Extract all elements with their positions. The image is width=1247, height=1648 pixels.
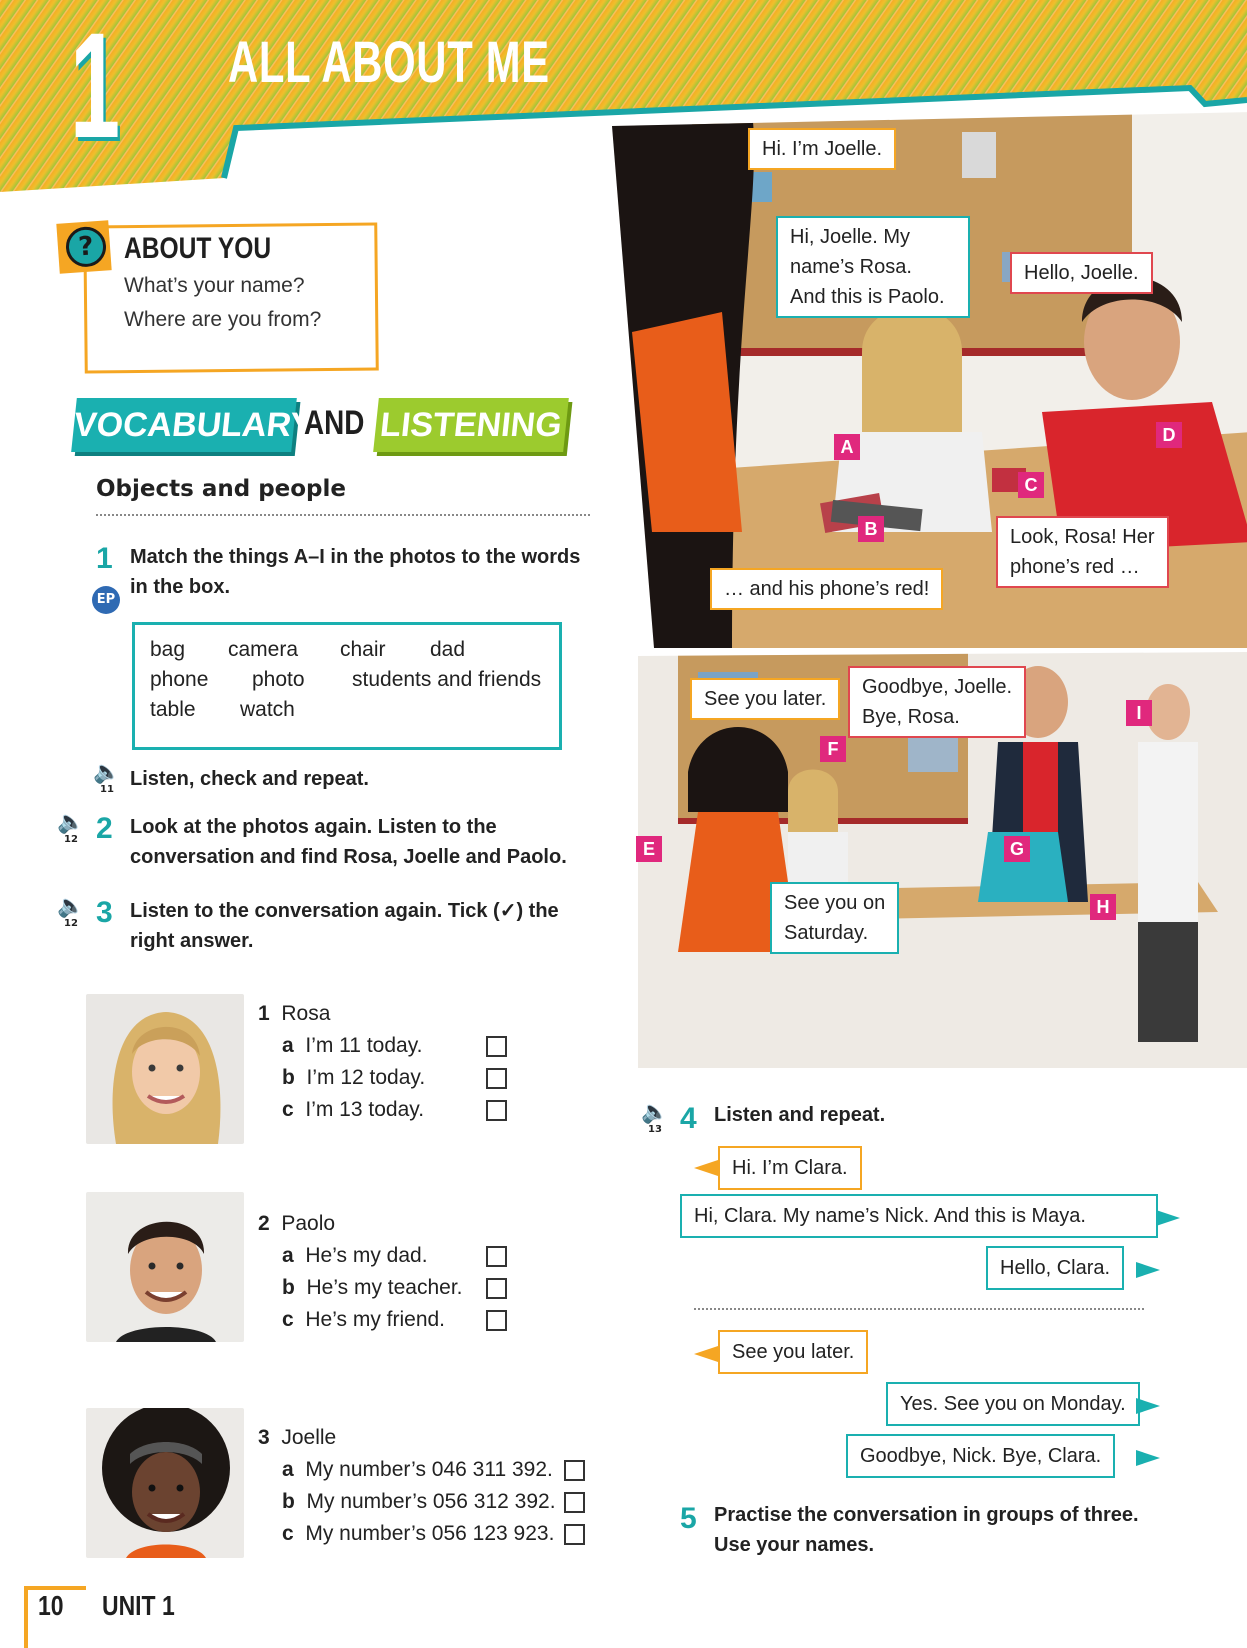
bubble-tail [1136,1262,1160,1278]
question-item: 2 Paolo [258,1212,336,1235]
audio-button[interactable] [640,1102,670,1135]
exercise-instruction: Practise the conversation in groups of three. [714,1504,1139,1526]
dialogue-line: Hello, Clara. [986,1246,1124,1290]
speech-bubble: Look, Rosa! Her phone’s red … [996,516,1169,588]
exercise-number: 2 [96,812,113,845]
speech-bubble: … and his phone’s red! [710,568,943,610]
exercise-instruction: Look at the photos again. Listen to the [130,816,497,838]
exercise-number: 5 [680,1502,697,1535]
exercise-number: 4 [680,1102,697,1135]
photo-marker: C [1018,472,1044,498]
word: bag [150,638,186,661]
bubble-tail [1156,1210,1180,1226]
photo-marker: I [1126,700,1152,726]
answer-checkbox[interactable] [564,1524,585,1545]
answer-checkbox[interactable] [486,1310,507,1331]
answer-checkbox[interactable] [486,1246,507,1267]
exercise-instruction: Listen, check and repeat. [130,768,369,790]
speech-bubble: See you later. [690,678,840,720]
word: camera [228,638,299,661]
answer-option: b I’m 12 today. [282,1066,426,1089]
unit-number: 1 [70,1,121,169]
speaker-icon: 🔈 [641,1100,669,1125]
answer-option: a He’s my dad. [282,1244,428,1267]
and-label: AND [304,404,365,442]
speech-bubble: Hi, Joelle. My name’s Rosa. And this is Paolo. [776,216,970,318]
word: students and friends [352,668,542,691]
exercise-instruction: Match the things A–I in the photos to the words [130,546,581,568]
rosa-portrait [86,994,244,1144]
word: watch [240,698,295,721]
dialogue-line: Hi. I’m Clara. [718,1146,862,1190]
word: dad [430,638,466,661]
exercise-instruction: conversation and find Rosa, Joelle and Paolo. [130,846,567,868]
dialogue-line: See you later. [718,1330,868,1374]
speaker-icon: 🔈 [57,894,85,919]
photo-marker: D [1156,422,1182,448]
answer-option: b He’s my teacher. [282,1276,463,1299]
exercise-instruction: right answer. [130,930,254,952]
answer-checkbox[interactable] [564,1492,585,1513]
answer-checkbox[interactable] [486,1100,507,1121]
ep-badge: EP [92,586,120,614]
vocabulary-banner: VOCABULARY [71,398,297,452]
speaker-icon: 🔈 [57,810,85,835]
audio-track-number: 12 [64,918,78,929]
bubble-tail [694,1160,718,1176]
listening-banner: LISTENING [373,398,569,452]
page-number: 10 [38,1590,64,1621]
exercise-instruction: Listen to the conversation again. Tick (✓) the [130,900,559,922]
question-item: 1 Rosa [258,1002,331,1025]
word: chair [340,638,386,661]
answer-option: b My number’s 056 312 392. [282,1490,556,1513]
exercise-number: 3 [96,896,113,929]
audio-track-number: 11 [100,784,114,795]
section-heading: Objects and people [96,476,347,502]
footer-unit-label: UNIT 1 [102,1590,175,1621]
answer-option: c I’m 13 today. [282,1098,425,1121]
photo-marker: B [858,516,884,542]
bubble-tail [694,1346,718,1362]
divider [96,514,590,516]
exercise-number: 1 [96,542,113,575]
about-you-title: ABOUT YOU [124,232,272,265]
speech-bubble: Hi. I’m Joelle. [748,128,896,170]
paolo-portrait [86,1192,244,1342]
photo-marker: A [834,434,860,460]
word: photo [252,668,305,691]
photo-marker: H [1090,894,1116,920]
answer-checkbox[interactable] [486,1036,507,1057]
audio-track-number: 12 [64,834,78,845]
audio-button[interactable] [92,762,122,795]
bubble-tail [1136,1450,1160,1466]
answer-option: c My number’s 056 123 923. [282,1522,555,1545]
exercise-instruction: Use your names. [714,1534,875,1556]
about-you-question: Where are you from? [124,308,322,331]
divider [694,1308,1144,1310]
speech-bubble: Hello, Joelle. [1010,252,1153,294]
question-item: 3 Joelle [258,1426,337,1449]
exercise-instruction: in the box. [130,576,230,598]
audio-button[interactable] [56,896,86,929]
bubble-tail [1136,1398,1160,1414]
answer-option: c He’s my friend. [282,1308,446,1331]
speech-bubble: Goodbye, Joelle. Bye, Rosa. [848,666,1026,738]
answer-checkbox[interactable] [486,1068,507,1089]
about-you-question: What’s your name? [124,274,305,297]
question-icon: ? [56,220,111,274]
exercise-instruction: Listen and repeat. [714,1104,886,1126]
joelle-portrait [86,1408,244,1558]
answer-option: a I’m 11 today. [282,1034,423,1057]
answer-checkbox[interactable] [564,1460,585,1481]
answer-option: a My number’s 046 311 392. [282,1458,553,1481]
unit-title: ALL ABOUT ME [228,30,550,95]
photo-marker: E [636,836,662,862]
word: table [150,698,196,721]
audio-track-number: 13 [648,1124,662,1135]
photo-marker: G [1004,836,1030,862]
audio-button[interactable] [56,812,86,845]
speaker-icon: 🔈 [93,760,121,785]
speech-bubble: See you on Saturday. [770,882,899,954]
dialogue-line: Yes. See you on Monday. [886,1382,1140,1426]
word: phone [150,668,209,691]
dialogue-line: Goodbye, Nick. Bye, Clara. [846,1434,1115,1478]
photo-marker: F [820,736,846,762]
dialogue-line: Hi, Clara. My name’s Nick. And this is Maya. [680,1194,1158,1238]
answer-checkbox[interactable] [486,1278,507,1299]
